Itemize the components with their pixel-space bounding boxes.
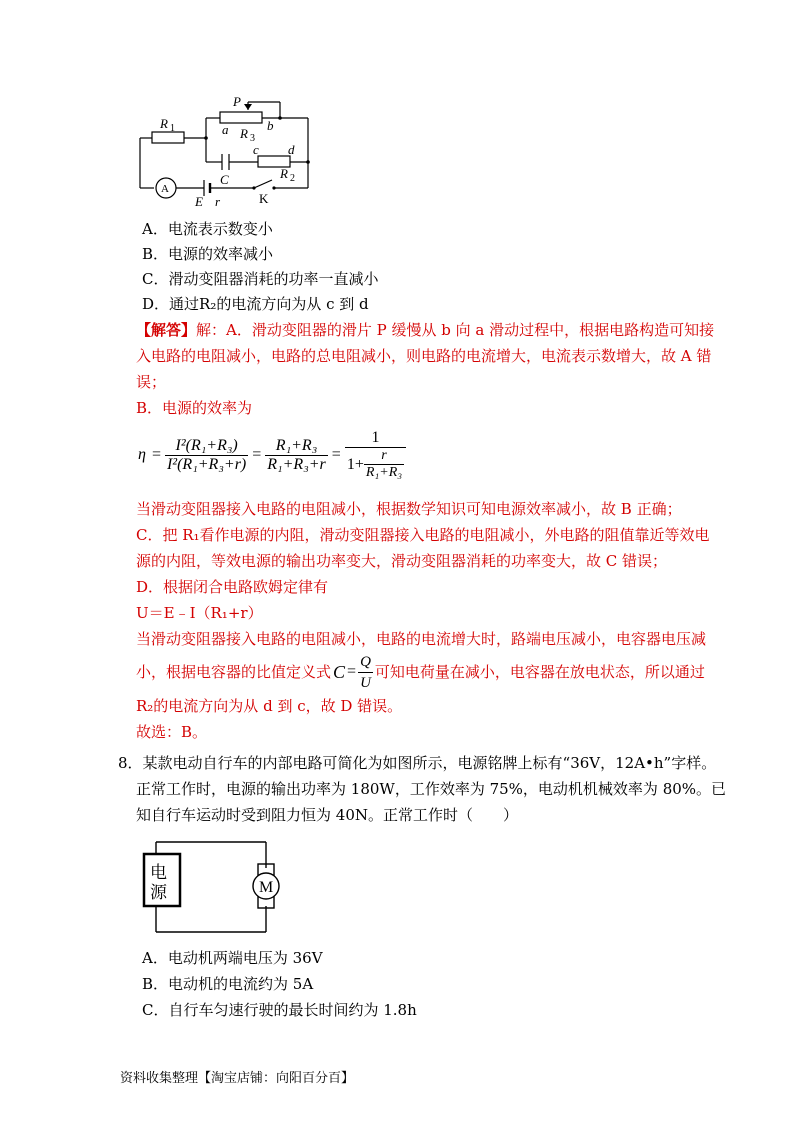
- footer-source: 资料收集整理【淘宝店铺：向阳百分百】: [120, 1071, 355, 1086]
- label-c: c: [253, 142, 259, 157]
- q8-option-c: C．自行车匀速行驶的最长时间约为 1.8h: [142, 1001, 417, 1019]
- q8-option-a: A．电动机两端电压为 36V: [142, 949, 323, 967]
- q7-option-b: B．电源的效率减小: [142, 245, 274, 263]
- q8-option-b: B．电动机的电流约为 5A: [142, 975, 314, 993]
- q7-option-d: D．通过R₂的电流方向为从 c 到 d: [142, 295, 369, 313]
- label-R3-sub: 3: [250, 133, 255, 144]
- answer-line-1: 【解答】解：A．滑动变阻器的滑片 P 缓慢从 b 向 a 滑动过程中，根据电路构造可知接: [136, 321, 715, 339]
- answer-line-2: 入电路的电阻减小，电路的总电阻减小，则电路的电流增大，电流表示数增大，故 A 错: [136, 347, 712, 365]
- answer-line-5: 当滑动变阻器接入电路的电阻减小，根据数学知识可知电源效率减小，故 B 正确；: [136, 500, 682, 518]
- efficiency-formula: η = $\frac{\text{I²(R₁+R₃)}}{\text{I²(R₁+R₃+r)}}$ = $\frac{\text{R₁+R₃}}{\text{R₁+R₃+r}}$ = 1 1+ $\frac{r}{\text{R₁+R₃}}$: [138, 420, 410, 490]
- label-R1-sub: 1: [170, 123, 175, 134]
- answer-line-4: B．电源的效率为: [136, 399, 253, 417]
- q7-option-c: C．滑动变阻器消耗的功率一直减小: [142, 270, 379, 288]
- label-R2-sub: 2: [290, 173, 295, 184]
- circuit-diagram-1: [130, 92, 320, 210]
- circuit-diagram-2: [138, 836, 288, 940]
- ammeter-label: A: [161, 183, 169, 195]
- capacitance-formula: C = $\frac{Q}{U}$: [333, 653, 371, 691]
- answer-line-13: 故选：B。: [136, 723, 208, 741]
- label-P: P: [233, 94, 241, 109]
- answer-line-3: 误；: [136, 373, 167, 391]
- q8-stem-line-1: 8．某款电动自行车的内部电路可简化为如图所示，电源铭牌上标有“36V，12A•h”字样。: [118, 754, 717, 772]
- label-K: K: [259, 191, 269, 206]
- label-a: a: [222, 122, 229, 137]
- label-R2: R: [280, 166, 288, 181]
- q8-stem-line-2: 正常工作时，电源的输出功率为 180W，工作效率为 75%，电动机机械效率为 80%。已: [136, 780, 727, 798]
- answer-line-10: 当滑动变阻器接入电路的电阻减小，电路的电流增大时，路端电压减小，电容器电压减: [136, 630, 707, 648]
- formula-eta: η: [138, 446, 146, 463]
- formula-fraction-2: $\frac{\text{R₁+R₃}}{\text{R₁+R₃+r}}$: [267, 436, 326, 473]
- answer-line-8: D．根据闭合电路欧姆定律有: [136, 578, 329, 596]
- answer-tag: 【解答】: [136, 321, 197, 339]
- motor-label: M: [259, 879, 274, 896]
- power-source-label-2: 源: [150, 883, 167, 902]
- answer-line-7: 源的内阻，等效电源的输出功率变大，滑动变阻器消耗的功率变大，故 C 错误；: [136, 552, 668, 570]
- formula-fraction-3: 1 1+ $\frac{r}{\text{R₁+R₃}}$: [345, 429, 406, 481]
- label-R1: R: [160, 116, 168, 131]
- formula-fraction-1: $\frac{\text{I²(R₁+R₃)}}{\text{I²(R₁+R₃+r)}}$: [166, 436, 247, 473]
- answer-line-6: C．把 R₁看作电源的内阻，滑动变阻器接入电路的电阻减小，外电路的阻值靠近等效电: [136, 526, 710, 544]
- answer-line-11: 小，根据电容器的比值定义式 C = $\frac{Q}{U}$ 可知电荷量在减小，电容器在放电状态，所以通过: [136, 653, 705, 691]
- label-E: E: [195, 194, 203, 209]
- power-source-label-1: 电: [150, 863, 167, 882]
- label-d: d: [288, 142, 295, 157]
- label-b: b: [267, 118, 274, 133]
- label-C: C: [220, 172, 229, 187]
- label-r: r: [215, 194, 221, 209]
- label-R3: R: [240, 126, 248, 141]
- answer-line-9: U＝E﹣I（R₁+r）: [136, 604, 263, 622]
- answer-line-12: R₂的电流方向为从 d 到 c，故 D 错误。: [136, 697, 403, 715]
- q8-stem-line-3: 知自行车运动时受到阻力恒为 40N。正常工作时（ ）: [136, 806, 518, 824]
- q7-option-a: A．电流表示数变小: [142, 220, 273, 238]
